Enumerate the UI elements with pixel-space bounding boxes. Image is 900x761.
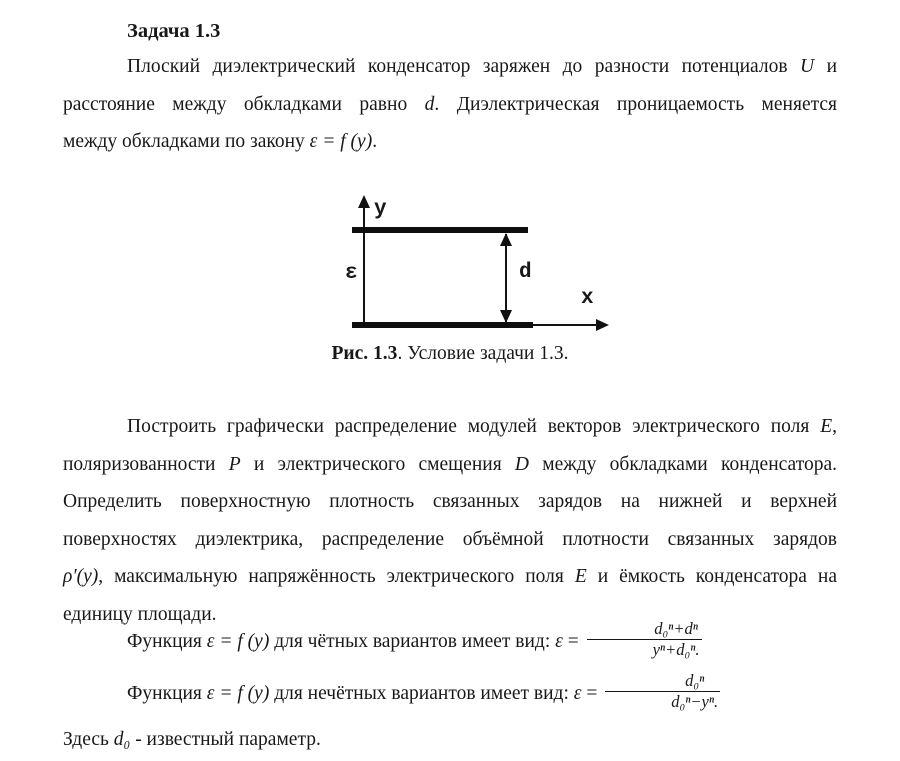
text-segment: поляризованности: [63, 453, 229, 475]
text-line: [63, 521, 837, 559]
x-axis-line: [533, 324, 597, 326]
text-line: [63, 48, 837, 86]
text-line: [63, 86, 837, 124]
text-segment: E: [820, 416, 833, 437]
closing-line: [63, 726, 837, 754]
text-segment: ε = f (y): [206, 683, 270, 704]
text-segment: ε = f (y): [206, 631, 270, 652]
text-line: [63, 616, 837, 668]
text-segment: и электрического смещения: [240, 453, 515, 475]
text-segment: для нечётных вариантов имеет вид:: [269, 683, 574, 704]
text-segment: =: [581, 683, 603, 704]
figure-caption: [63, 342, 837, 366]
text-segment: расстояние между обкладками равно: [63, 93, 425, 115]
text-segment: Функция: [127, 683, 207, 704]
text-segment: для чётных вариантов имеет вид:: [269, 631, 556, 652]
text-segment: , максимальную напряжённость электрического поля: [98, 566, 575, 587]
fraction: $\frac{\text{d₀ⁿ+dⁿ}}{\text{yⁿ+d₀ⁿ.}}$: [587, 619, 702, 660]
text-segment: между обкладками по закону: [63, 131, 310, 152]
text-segment: E: [574, 566, 587, 587]
text-segment: . Условие задачи 1.3.: [397, 343, 569, 364]
formula-lines: [63, 616, 837, 720]
text-segment: =: [562, 631, 584, 652]
text-segment: ,: [832, 416, 837, 437]
d-dimension-label: d: [519, 261, 532, 284]
text-segment: d₀: [113, 729, 131, 750]
fraction: $\frac{\text{d₀ⁿ}}{\text{d₀ⁿ−yⁿ.}}$: [605, 671, 720, 712]
text-segment: ρ′(y): [63, 566, 99, 587]
y-axis-line: [363, 204, 365, 322]
text-segment: единицу площади.: [63, 603, 217, 625]
x-axis-label: x: [581, 287, 594, 310]
text-segment: ε: [573, 683, 582, 704]
text-segment: d: [424, 93, 435, 115]
paragraph-task: [63, 408, 837, 633]
text-line: [63, 123, 837, 161]
text-segment: Построить графически распределение модулей векторов электрического поля: [127, 416, 821, 437]
text-segment: Определить поверхностную плотность связанных зарядов на нижней и верхней: [63, 491, 837, 512]
epsilon-label: ε: [345, 262, 358, 285]
d-arrowhead-up-icon: [500, 233, 512, 246]
capacitor-figure: [330, 190, 630, 346]
text-line: [63, 408, 837, 446]
y-axis-label: y: [374, 198, 387, 221]
x-axis-arrowhead-icon: [596, 319, 609, 331]
text-segment: - известный параметр.: [130, 729, 321, 750]
text-segment: .: [372, 131, 378, 152]
text-segment: между обкладками конденсатора.: [529, 453, 837, 475]
text-segment: и ёмкость конденсатора на: [586, 566, 837, 587]
d-dimension-line: [505, 234, 507, 322]
text-segment: Рис. 1.3: [331, 343, 398, 364]
text-segment: D: [514, 453, 530, 475]
text-segment: U: [800, 56, 815, 77]
text-segment: Функция: [127, 631, 207, 652]
text-line: [63, 558, 837, 596]
text-line: [63, 483, 837, 521]
text-segment: Здесь: [63, 729, 114, 750]
text-segment: и: [814, 56, 838, 77]
text-segment: Плоский диэлектрический конденсатор заряжен до разности потенциалов: [127, 56, 801, 77]
text-segment: ε: [555, 631, 563, 652]
text-line: [63, 446, 837, 484]
text-segment: ε = f (y): [309, 131, 373, 152]
text-segment: P: [228, 453, 241, 475]
problem-title: Задача 1.3: [127, 20, 221, 42]
text-segment: поверхностях диэлектрика, распределение объёмной плотности связанных зарядов: [63, 528, 837, 550]
text-line: [63, 726, 837, 754]
text-line: [63, 668, 837, 720]
text-segment: . Диэлектрическая проницаемость меняется: [434, 93, 837, 115]
d-arrowhead-down-icon: [500, 310, 512, 323]
paragraph-intro: [63, 48, 837, 161]
